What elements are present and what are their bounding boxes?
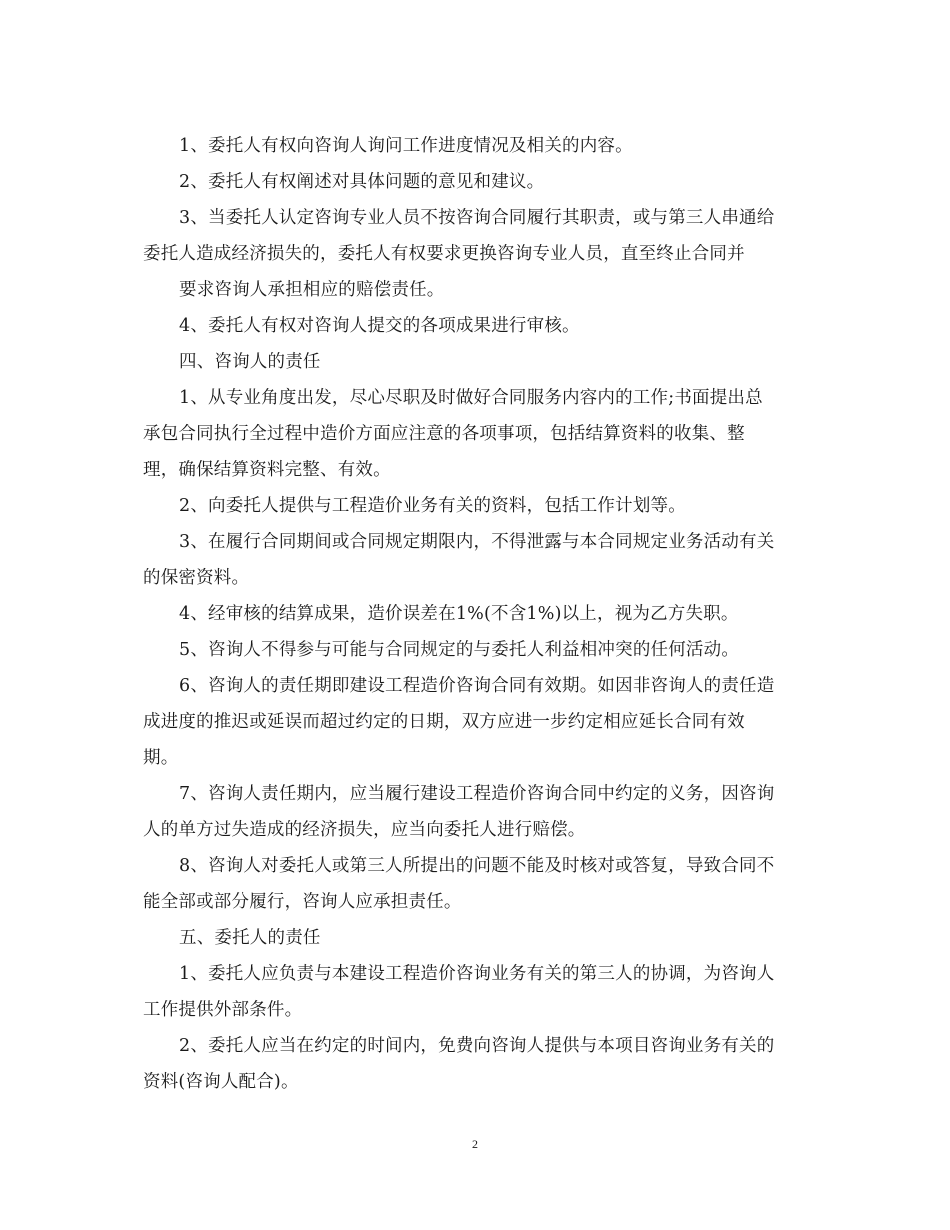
text-line: 6、咨询人的责任期即建设工程造价咨询合同有效期。如因非咨询人的责任造 bbox=[179, 676, 775, 696]
text-line: 要求咨询人承担相应的赔偿责任。 bbox=[179, 280, 445, 300]
text-line: 2、委托人应当在约定的时间内，免费向咨询人提供与本项目咨询业务有关的 bbox=[179, 1036, 775, 1056]
text-line: 工作提供外部条件。 bbox=[143, 1000, 303, 1020]
text-line: 2、委托人有权阐述对具体问题的意见和建议。 bbox=[179, 172, 545, 192]
text-line: 3、在履行合同期间或合同规定期限内，不得泄露与本合同规定业务活动有关 bbox=[179, 532, 775, 552]
text-line: 的保密资料。 bbox=[143, 568, 250, 588]
page-number: 2 bbox=[472, 1137, 478, 1151]
text-line: 3、当委托人认定咨询专业人员不按咨询合同履行其职责，或与第三人串通给 bbox=[179, 208, 775, 228]
text-line: 成进度的推迟或延误而超过约定的日期，双方应进一步约定相应延长合同有效 bbox=[143, 712, 745, 732]
text-line: 承包合同执行全过程中造价方面应注意的各项事项，包括结算资料的收集、整 bbox=[143, 424, 745, 444]
text-line: 1、委托人应负责与本建设工程造价咨询业务有关的第三人的协调，为咨询人 bbox=[179, 964, 775, 984]
text-line: 人的单方过失造成的经济损失，应当向委托人进行赔偿。 bbox=[143, 820, 586, 840]
text-line: 4、经审核的结算成果，造价误差在1%(不含1%)以上，视为乙方失职。 bbox=[179, 604, 739, 624]
text-line: 能全部或部分履行，咨询人应承担责任。 bbox=[143, 892, 462, 912]
text-line: 理，确保结算资料完整、有效。 bbox=[143, 460, 391, 480]
document-body bbox=[143, 128, 808, 1100]
text-line: 委托人造成经济损失的，委托人有权要求更换咨询专业人员，直至终止合同并 bbox=[143, 244, 745, 264]
text-line: 4、委托人有权对咨询人提交的各项成果进行审核。 bbox=[179, 316, 580, 336]
text-line: 期。 bbox=[143, 748, 179, 768]
text-line: 四、咨询人的责任 bbox=[179, 352, 321, 372]
text-line: 五、委托人的责任 bbox=[179, 928, 321, 948]
text-line: 1、从专业角度出发，尽心尽职及时做好合同服务内容内的工作;书面提出总 bbox=[179, 388, 763, 408]
text-line: 8、咨询人对委托人或第三人所提出的问题不能及时核对或答复，导致合同不 bbox=[179, 856, 775, 876]
text-line: 1、委托人有权向咨询人询问工作进度情况及相关的内容。 bbox=[179, 136, 633, 156]
text-line: 资料(咨询人配合)。 bbox=[143, 1072, 299, 1092]
text-line: 2、向委托人提供与工程造价业务有关的资料，包括工作计划等。 bbox=[179, 496, 686, 516]
text-line: 7、咨询人责任期内，应当履行建设工程造价咨询合同中约定的义务，因咨询 bbox=[179, 784, 775, 804]
text-line: 5、咨询人不得参与可能与合同规定的与委托人利益相冲突的任何活动。 bbox=[179, 640, 740, 660]
